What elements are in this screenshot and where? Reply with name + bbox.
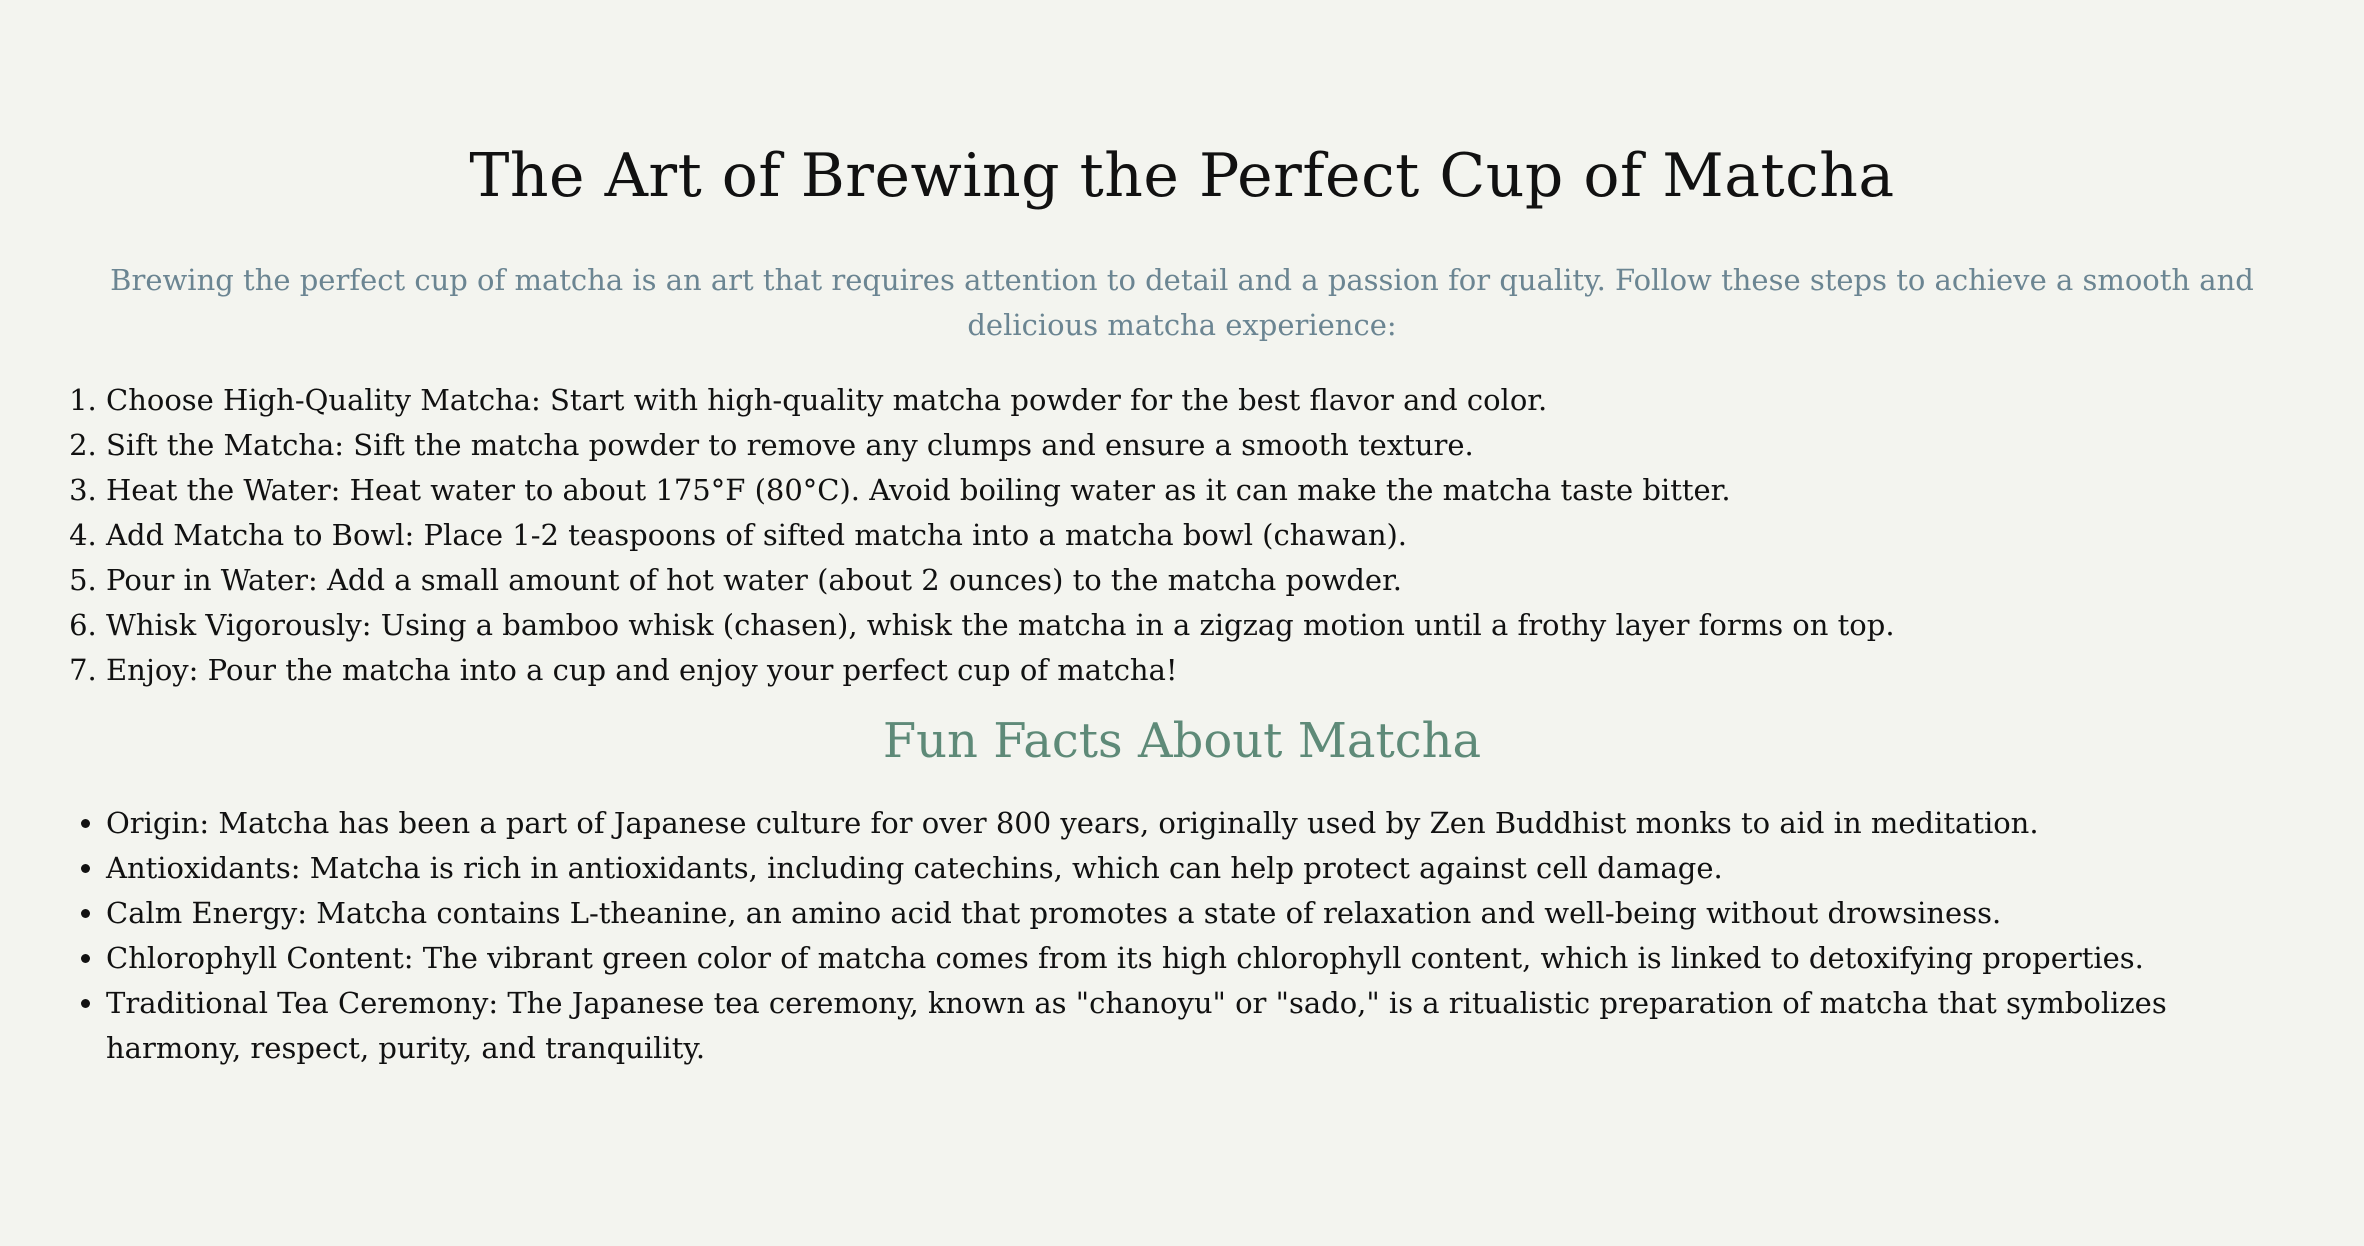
list-item bbox=[106, 513, 2284, 558]
step-term: Choose High-Quality Matcha: bbox=[106, 383, 541, 417]
list-item bbox=[106, 801, 2284, 846]
list-item bbox=[106, 846, 2284, 891]
list-item bbox=[106, 981, 2284, 1071]
fact-text: The Japanese tea ceremony, known as "chanoyu" or "sado," is a ritualistic preparation of matcha that symbolizes harmony, respect, purity, and tranquility. bbox=[106, 985, 2167, 1065]
step-term: Pour in Water: bbox=[106, 563, 318, 597]
fact-term: Traditional Tea Ceremony: bbox=[106, 985, 499, 1020]
fact-text: Matcha has been a part of Japanese culture for over 800 years, originally used by Zen Buddhist monks to aid in meditation. bbox=[209, 805, 2039, 840]
fact-term: Chlorophyll Content: bbox=[106, 940, 414, 975]
step-term: Heat the Water: bbox=[106, 473, 341, 507]
intro-paragraph: Brewing the perfect cup of matcha is an art that requires attention to detail and a passion for quality. Follow these steps to achieve a smooth and delicious matcha experience: bbox=[110, 263, 2254, 342]
list-item bbox=[106, 603, 2284, 648]
list-item bbox=[106, 423, 2284, 468]
facts-heading: Fun Facts About Matcha bbox=[882, 713, 1482, 769]
list-item bbox=[106, 468, 2284, 513]
step-term: Enjoy: bbox=[106, 653, 199, 687]
step-text: Add a small amount of hot water (about 2 ounces) to the matcha powder. bbox=[317, 563, 1402, 597]
fact-term: Calm Energy: bbox=[106, 895, 308, 930]
fact-term: Origin: bbox=[106, 805, 210, 840]
fact-text: The vibrant green color of matcha comes from its high chlorophyll content, which is linked to detoxifying properties. bbox=[413, 940, 2144, 975]
step-text: Start with high-quality matcha powder for the best flavor and color. bbox=[540, 383, 1548, 417]
list-item bbox=[106, 936, 2284, 981]
fact-text: Matcha is rich in antioxidants, including catechins, which can help protect against cell damage. bbox=[300, 850, 1723, 885]
list-item bbox=[106, 891, 2284, 936]
step-text: Using a bamboo whisk (chasen), whisk the matcha in a zigzag motion until a frothy layer forms on top. bbox=[371, 608, 1895, 642]
fact-text: Matcha contains L-theanine, an amino acid that promotes a state of relaxation and well-being without drowsiness. bbox=[307, 895, 2002, 930]
list-item bbox=[106, 378, 2284, 423]
step-text: Place 1-2 teaspoons of sifted matcha into a matcha bowl (chawan). bbox=[414, 518, 1408, 552]
fun-facts-list bbox=[80, 801, 2284, 1071]
list-item bbox=[106, 648, 2284, 693]
list-item bbox=[106, 558, 2284, 603]
step-text: Pour the matcha into a cup and enjoy your perfect cup of matcha! bbox=[198, 653, 1178, 687]
step-term: Sift the Matcha: bbox=[106, 428, 345, 462]
page-title: The Art of Brewing the Perfect Cup of Matcha bbox=[469, 141, 1895, 211]
step-text: Sift the matcha powder to remove any clumps and ensure a smooth texture. bbox=[344, 428, 1474, 462]
step-term: Whisk Vigorously: bbox=[106, 608, 372, 642]
brewing-steps-list bbox=[80, 378, 2284, 693]
step-text: Heat water to about 175°F (80°C). Avoid boiling water as it can make the matcha taste bitter. bbox=[340, 473, 1731, 507]
fact-term: Antioxidants: bbox=[106, 850, 301, 885]
step-term: Add Matcha to Bowl: bbox=[106, 518, 415, 552]
